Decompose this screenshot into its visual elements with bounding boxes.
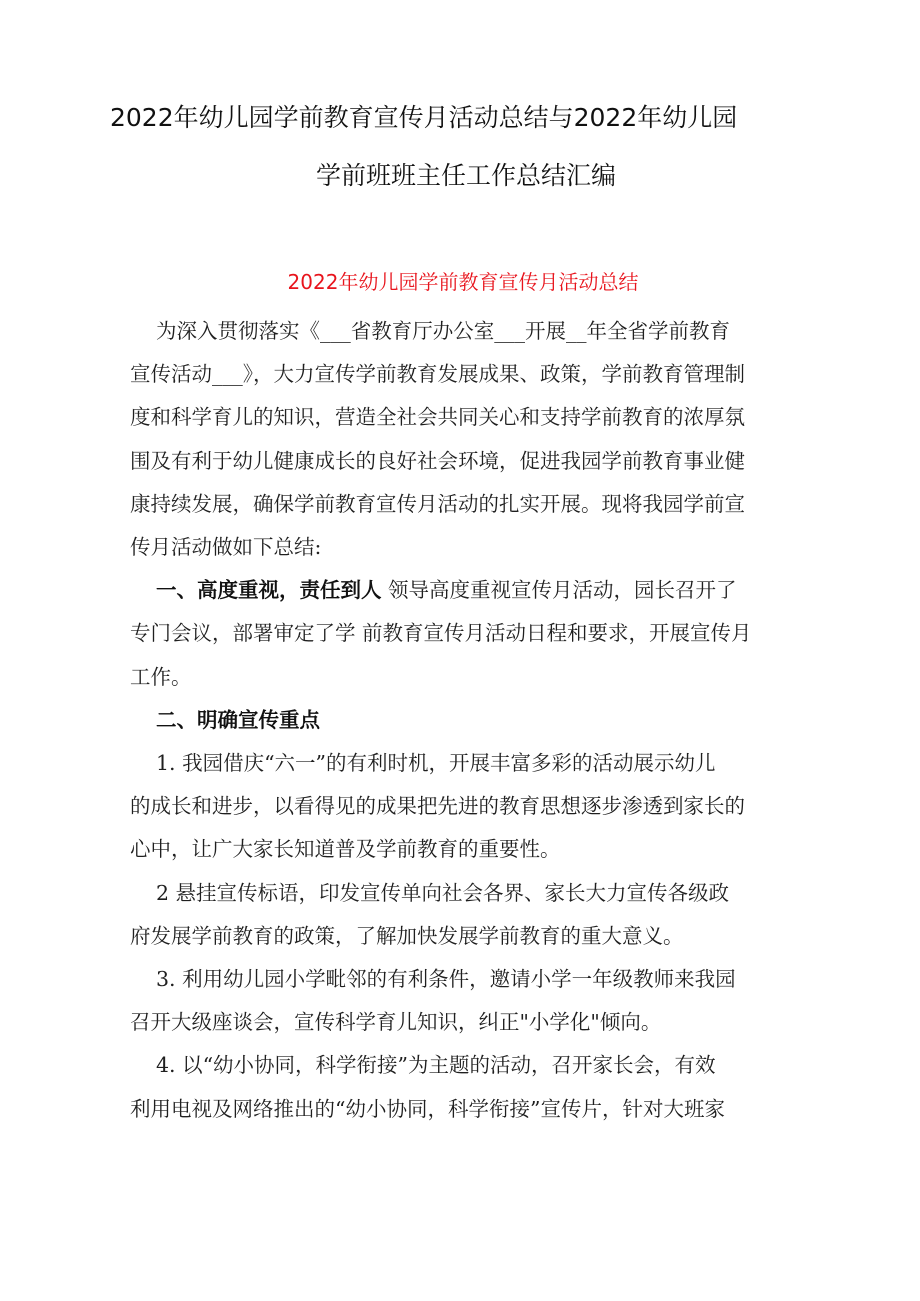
part1-first-line-text: 领导高度重视宣传月活动，园长召开了 [381, 578, 737, 603]
document-title-line-1: 2022年幼儿园学前教育宣传月活动总结与2022年幼儿园 [110, 103, 738, 132]
text-line: 利用电视及网络推出的“幼小协同，科学衔接”宣传片，针对大班家 [130, 1096, 725, 1121]
text-line: 召开大级座谈会，宣传科学育儿知识，纠正"小学化"倾向。 [130, 1010, 662, 1035]
part1-paragraph [130, 569, 802, 699]
part1-heading: 一、高度重视，责任到人 [156, 578, 382, 603]
text-line: 3. 利用幼儿园小学毗邻的有利条件，邀请小学一年级教师来我园 [156, 967, 736, 992]
part2-heading: 二、明确宣传重点 [156, 707, 320, 732]
part2-heading-paragraph [130, 699, 802, 742]
text-line: 围及有利于幼儿健康成长的良好社会环境，促进我园学前教育事业健 [130, 448, 745, 473]
text-line: 工作。 [130, 664, 192, 689]
document-body [130, 310, 802, 1131]
text-line: 为深入贯彻落实《___省教育厅办公室___开展__年全省学前教育 [156, 319, 730, 343]
text-line: 心中，让广大家长知道普及学前教育的重要性。 [130, 837, 561, 862]
section-title: 2022年幼儿园学前教育宣传月活动总结 [287, 270, 639, 294]
text-line: 专门会议，部署审定了学 前教育宣传月活动日程和要求，开展宣传月 [130, 621, 752, 646]
text-line [130, 569, 802, 612]
text-line: 2 悬挂宣传标语，印发宣传单向社会各界、家长大力宣传各级政 [156, 880, 730, 905]
text-line: 传月活动做如下总结: [130, 535, 322, 560]
text-line: 府发展学前教育的政策，了解加快发展学前教育的重大意义。 [130, 923, 684, 948]
text-line: 度和科学育儿的知识，营造全社会共同关心和支持学前教育的浓厚氛 [130, 405, 745, 430]
text-line: 宣传活动___》，大力宣传学前教育发展成果、政策，学前教育管理制 [130, 362, 745, 387]
text-line: 4. 以“幼小协同，科学衔接”为主题的活动，召开家长会，有效 [156, 1053, 716, 1078]
intro-paragraph [130, 310, 802, 569]
list-item-1 [130, 742, 802, 872]
list-item-3 [130, 958, 802, 1044]
list-item-2 [130, 872, 802, 958]
list-item-4 [130, 1044, 802, 1130]
text-line: 康持续发展，确保学前教育宣传月活动的扎实开展。现将我园学前宣 [130, 491, 745, 516]
document-title-line-2: 学前班班主任工作总结汇编 [315, 161, 616, 190]
text-line: 的成长和进步，以看得见的成果把先进的教育思想逐步渗透到家长的 [130, 794, 745, 819]
text-line: 1. 我园借庆“六一”的有利时机，开展丰富多彩的活动展示幼儿 [156, 751, 716, 776]
